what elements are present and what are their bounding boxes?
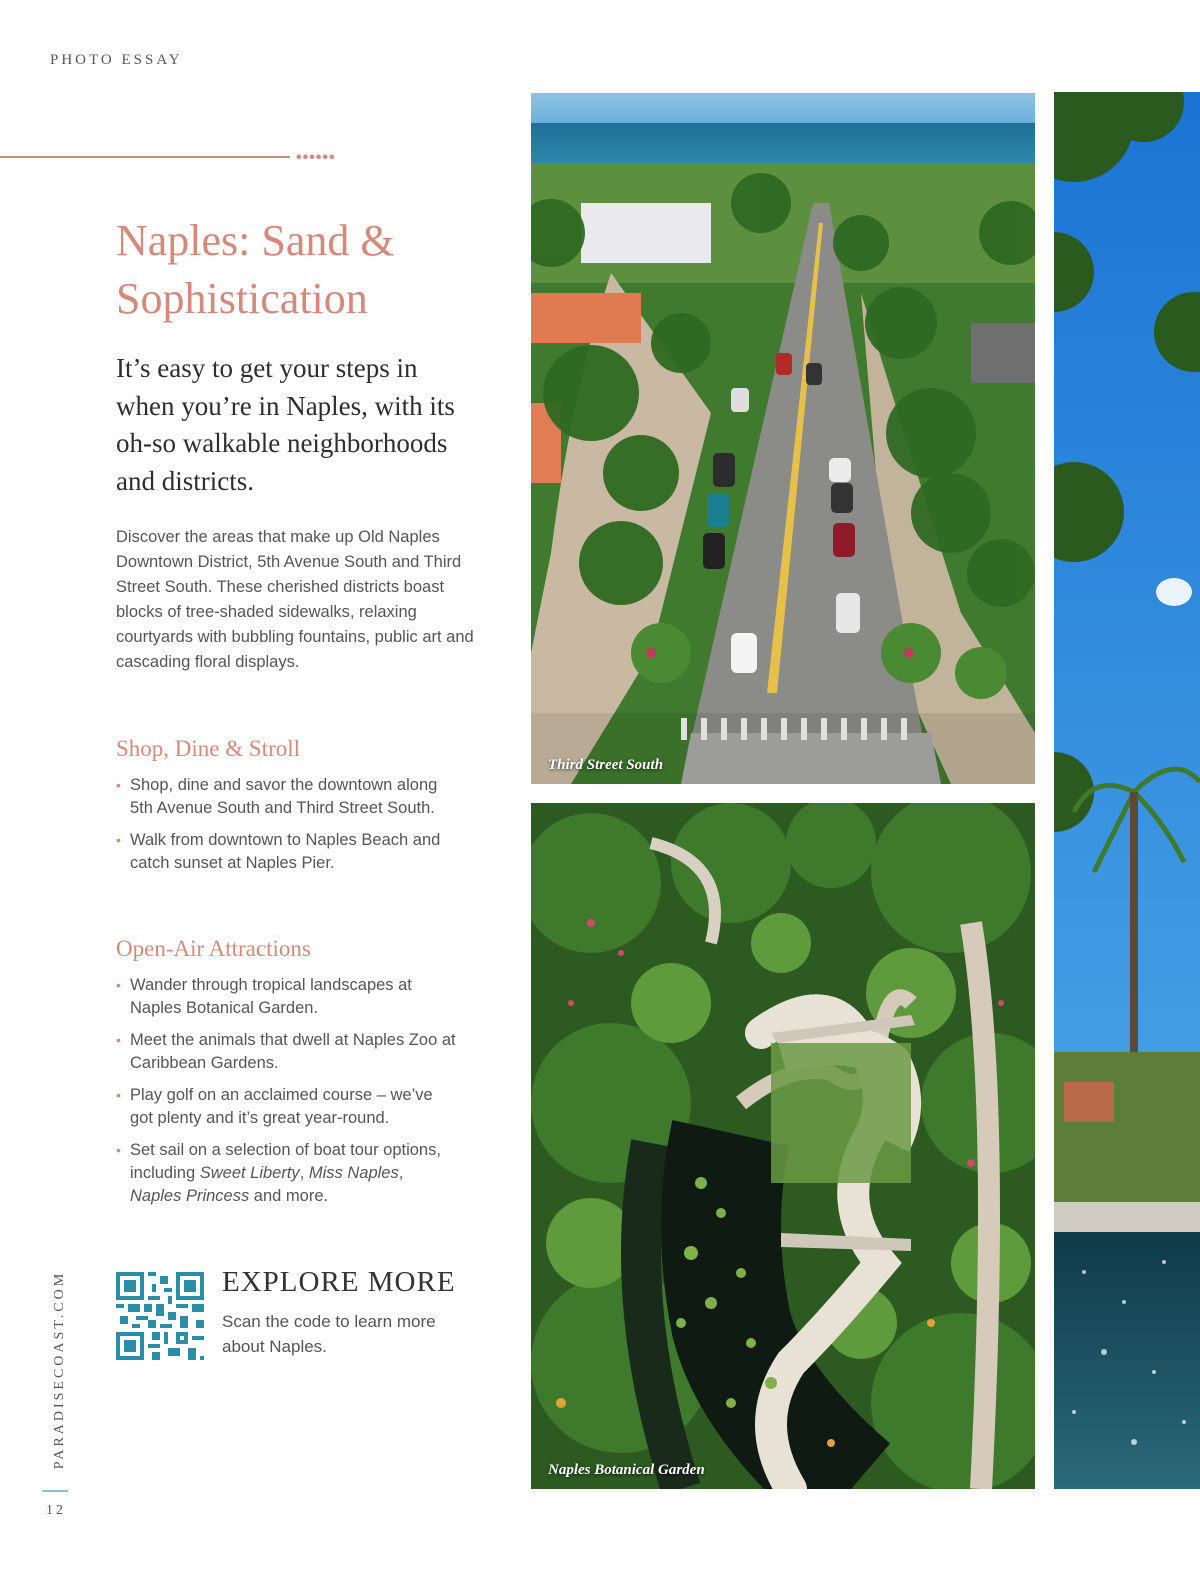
- photo-caption-top: Third Street South: [548, 757, 664, 773]
- garden-aerial-image: [531, 803, 1035, 1489]
- article-body: Discover the areas that make up Old Naples Downtown District, 5th Avenue South and Third Street South. These cherished districts boast blocks of tree-shaded sidewalks, relaxing courtyards with bubbling fountains, public art and cascading floral displays.: [116, 528, 474, 671]
- photo-palms-fountain-partial: [1054, 92, 1200, 1489]
- list-item: • Meet the animals that dwell at Naples Zoo at Caribbean Gardens.: [116, 1029, 456, 1075]
- article-lede: It’s easy to get your steps in when you’re in Naples, with its oh-so walkable neighborhoods and districts.: [116, 353, 455, 496]
- site-url-vertical: PARADISECOAST.COM: [52, 1270, 67, 1470]
- list-item-boat-tours: [116, 1139, 456, 1208]
- photo-third-street-south: [531, 93, 1035, 784]
- page-number: 12: [46, 1503, 66, 1518]
- section-label: PHOTO ESSAY: [50, 52, 183, 68]
- photo-caption-bottom: Naples Botanical Garden: [548, 1462, 705, 1478]
- boat-text: ,: [299, 1164, 309, 1182]
- page-number-rule: [42, 1490, 68, 1492]
- list-item: • Play golf on an acclaimed course – we’ve got plenty and it’s great year-round.: [116, 1084, 456, 1130]
- list-item: • Shop, dine and savor the downtown along 5th Avenue South and Third Street South.: [116, 774, 456, 820]
- street-aerial-image: [531, 93, 1035, 784]
- article-title: Naples: Sand & Sophistication: [116, 216, 395, 323]
- qr-code-icon: [116, 1272, 204, 1360]
- list-item: • Walk from downtown to Naples Beach and catch sunset at Naples Pier.: [116, 829, 456, 875]
- palms-fountain-image: [1054, 92, 1200, 1489]
- qr-code[interactable]: [116, 1272, 204, 1360]
- boat-name: Miss Naples: [308, 1164, 399, 1182]
- shop-bullet-list: [116, 774, 456, 884]
- photo-naples-botanical-garden: [531, 803, 1035, 1489]
- decorative-rule: [0, 156, 290, 158]
- boat-name: Naples Princess: [130, 1187, 250, 1205]
- subhead-open-air-attractions: Open-Air Attractions: [116, 936, 311, 961]
- list-item: • Wander through tropical landscapes at Naples Botanical Garden.: [116, 974, 456, 1020]
- boat-text: and more.: [249, 1187, 329, 1205]
- explore-more-title: EXPLORE MORE: [222, 1266, 456, 1298]
- boat-text: ,: [398, 1164, 404, 1182]
- attractions-bullet-list: [116, 974, 456, 1217]
- decorative-dots: ••••••: [296, 149, 336, 166]
- boat-text: Set sail on a selection of boat tour options, including: [130, 1141, 441, 1182]
- explore-more-text: Scan the code to learn more about Naples.: [222, 1312, 436, 1356]
- subhead-shop-dine-stroll: Shop, Dine & Stroll: [116, 736, 301, 761]
- boat-name: Sweet Liberty: [199, 1164, 300, 1182]
